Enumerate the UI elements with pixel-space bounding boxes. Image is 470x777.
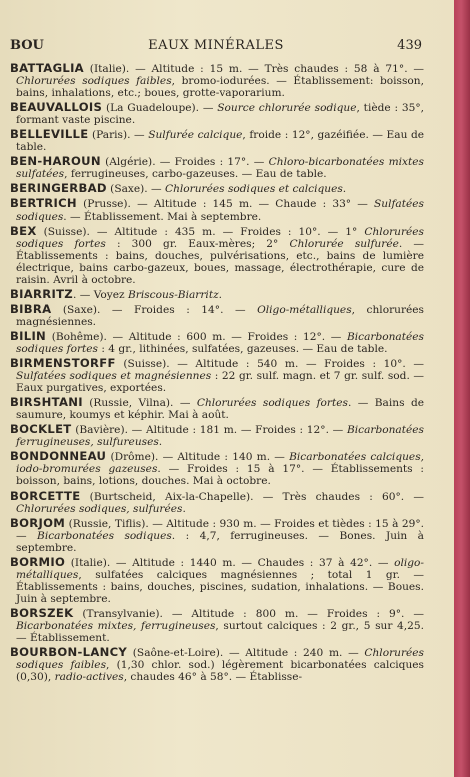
entry-name: BEAUVALLOIS (10, 100, 103, 115)
entry (10, 422, 424, 449)
entry-text: , (1,30 chlor. sod.) légèrement bicarbonatées calciques (0,30), (16, 659, 424, 684)
entry-name: BORMIO (10, 554, 66, 569)
entry (10, 154, 424, 181)
entry-text: (Italie). — Altitude : 15 m. — Très chaudes : 58 à 71°. — (83, 63, 424, 75)
entry (10, 127, 425, 154)
entry-text: (Transylvanie). — Altitude : 800 m. — Froides : 9°. — (73, 607, 424, 620)
entry-name: BEX (10, 223, 37, 238)
entry-text: (La Guadeloupe). — (102, 102, 218, 115)
entry-name: BIBRA (10, 301, 52, 316)
entry-text: , tiède : 35°, formant vaste piscine. (16, 102, 424, 127)
entry (10, 488, 424, 515)
entry (10, 223, 424, 286)
entry-name: BORSZEK (10, 605, 74, 620)
entry-text: , bromo-iodurées. — Établissement: boisson, bains, inhalations, etc.; boues, grotte-vaporarium. (16, 75, 424, 100)
entry-name: BERINGERBAD (10, 181, 107, 196)
running-title: EAUX MINÉRALES (148, 38, 284, 53)
entry-text: : 22 gr. sulf. magn. et 7 gr. sulf. sod. — Eaux purgatives, exportées. (16, 370, 424, 395)
entry (10, 286, 424, 301)
entry-text: (Saxe). — Froides : 14°. — (51, 303, 258, 316)
entry-text: (Prusse). — Altitude : 145 m. — Chaude : 33° — (76, 198, 375, 211)
entry (10, 100, 424, 127)
entry-name: BOURBON-LANCY (10, 645, 128, 660)
entry (10, 301, 424, 328)
entry-text: (Algérie). — Froides : 17°. — (100, 156, 269, 169)
entry-classification: Bicarbonatées mixtes, ferrugineuses (16, 619, 216, 632)
entry-name: BORJOM (10, 515, 66, 530)
entry-classification: Source chlorurée sodique (217, 102, 357, 115)
entry (10, 356, 424, 395)
entry-name: BATTAGLIA (10, 61, 84, 75)
entry-name: BEN-HAROUN (10, 154, 101, 169)
entry-text: (Suisse). — Altitude : 540 m. — Froides : 10°. — (115, 358, 424, 371)
entry-classification: Chlorurées sodiques fortes (196, 397, 348, 410)
entry-classification: Briscous-Biarritz (127, 288, 219, 301)
entry-name: BORCETTE (10, 488, 81, 503)
entry-classification: Chlorurées sodiques faibles (16, 75, 172, 88)
page-number: 439 (397, 38, 422, 53)
entry-text: (Italie). — Altitude : 1440 m. — Chaudes : 37 à 42°. — (65, 556, 395, 569)
entry-classification: Bicarbonatées ferrugineuses, sulfureuses (16, 424, 424, 449)
entry-text: . — Bains de saumure, koumys et képhir. Mai à août. (16, 397, 424, 422)
entry-name: BELLEVILLE (10, 127, 89, 142)
entry-classification: oligo-métalliques (16, 556, 424, 581)
entry-text: (Russie, Tiflis). — Altitude : 930 m. — Froides et tièdes : 15 à 29°. — (16, 517, 424, 542)
entry-classification: Chloro-bicarbonatées mixtes sulfatées (16, 156, 424, 181)
entry (10, 515, 424, 554)
entry (10, 554, 424, 605)
entry-text: , chaudes 46° à 58°. — Établisse- (123, 671, 303, 684)
entry (10, 605, 425, 645)
entry-text: (Drôme). — Altitude : 140 m. — (106, 451, 290, 464)
entry (10, 328, 424, 355)
entry-classification: Bicarbonatées calciques, iodo-bromurées gazeuses (16, 451, 425, 476)
entry (10, 181, 424, 196)
entry-text: . (158, 436, 163, 449)
entry-classification: Chlorurées sodiques et calciques (164, 183, 343, 196)
entry-text: , chlorurées magnésiennes. (16, 303, 424, 328)
entry (10, 449, 425, 488)
entry-text: , ferrugineuses, carbo-gazeuses. — Eau de table. (64, 168, 327, 181)
page-header (10, 38, 422, 56)
entry-name: BIARRITZ (10, 286, 74, 301)
entry-text: . — Établissements : bains, douches, pulvérisations, etc., bains de lumière électrique, bains carbo-gazeux, boues, massage, électrothérapie, cure de raisin. Avril à octobre. (16, 237, 424, 286)
entry (10, 61, 424, 100)
entry-text: (Saône-et-Loire). — Altitude : 240 m. — (127, 647, 365, 660)
entry-classification: Bicarbonatées sodiques (37, 529, 172, 542)
entries-list (10, 62, 424, 685)
entry-classification: Chlorurées sodiques fortes (16, 225, 424, 250)
entry-text: , sulfatées calciques magnésiennes ; total 1 gr. — Établissements : bains, douches, piscines, sudation, inhalations. — Boues. Juin à septembre. (16, 568, 424, 605)
entry-text: , froide : 12°, gazéifiée. — Eau de table. (16, 129, 425, 154)
entry-text: (Russie, Vilna). — (82, 397, 197, 410)
entry-text: . (182, 502, 186, 515)
entry-text: : 300 gr. Eaux-mères; 2° (105, 237, 290, 250)
entry-name: BIRMENSTORFF (10, 356, 116, 371)
page-edge (454, 0, 470, 777)
entry-text: (Burtscheid, Aix-la-Chapelle). — Très chaudes : 60°. — (80, 490, 424, 503)
entry-classification: Sulfatées sodiques (16, 198, 424, 223)
entry-classification: Bicarbonatées sodiques fortes (16, 330, 424, 355)
entry-text: . : 4,7, ferrugineuses. — Bones. Juin à septembre. (16, 529, 424, 554)
entry-name: BONDONNEAU (10, 449, 107, 464)
entry-classification: Sulfatées sodiques et magnésiennes (16, 370, 212, 383)
entry (10, 196, 424, 223)
entry (10, 395, 424, 422)
entry-classification: Oligo-métalliques (257, 303, 352, 316)
entry-classification: Chlorurée sulfurée (289, 237, 399, 250)
entry-text: , surtout calciques : 2 gr., 5 sur 4,25. — Établissement. (16, 619, 425, 645)
entry-name: BILIN (10, 328, 47, 343)
entry-name: BOCKLET (10, 422, 72, 437)
entry-text: . — Voyez (73, 288, 128, 301)
entry-classification: Chlorurées sodiques faibles (16, 647, 424, 672)
entry-text: (Paris). — (88, 129, 149, 142)
entry-classification: Chlorurées sodiques, sulfurées (16, 502, 183, 515)
entry-name: BERTRICH (10, 196, 77, 211)
entry-text: (Suisse). — Altitude : 435 m. — Froides : 10°. — 1° (36, 225, 365, 238)
entry (10, 645, 424, 684)
header-left: BOU (10, 38, 44, 53)
entry-classification: radio-actives (54, 671, 124, 684)
entry-name: BIRSHTANI (10, 395, 83, 410)
entry-text: . (218, 288, 223, 301)
entry-classification: Sulfurée calcique (148, 129, 243, 142)
entry-text: . — Froides : 15 à 17°. — Établissements : boisson, bains, lotions, douches. Mai à octobre. (16, 463, 424, 488)
entry-text: : 4 gr., lithinées, sulfatées, gazeuses. — Eau de table. (98, 342, 388, 355)
entry-text: (Bavière). — Altitude : 181 m. — Froides : 12°. — (71, 424, 347, 437)
entry-text: (Bohême). — Altitude : 600 m. — Froides : 12°. — (46, 330, 347, 343)
entry-text: (Saxe). — (106, 183, 165, 196)
entry-text: . (342, 183, 347, 196)
entry-text: . — Établissement. Mai à septembre. (63, 210, 262, 223)
